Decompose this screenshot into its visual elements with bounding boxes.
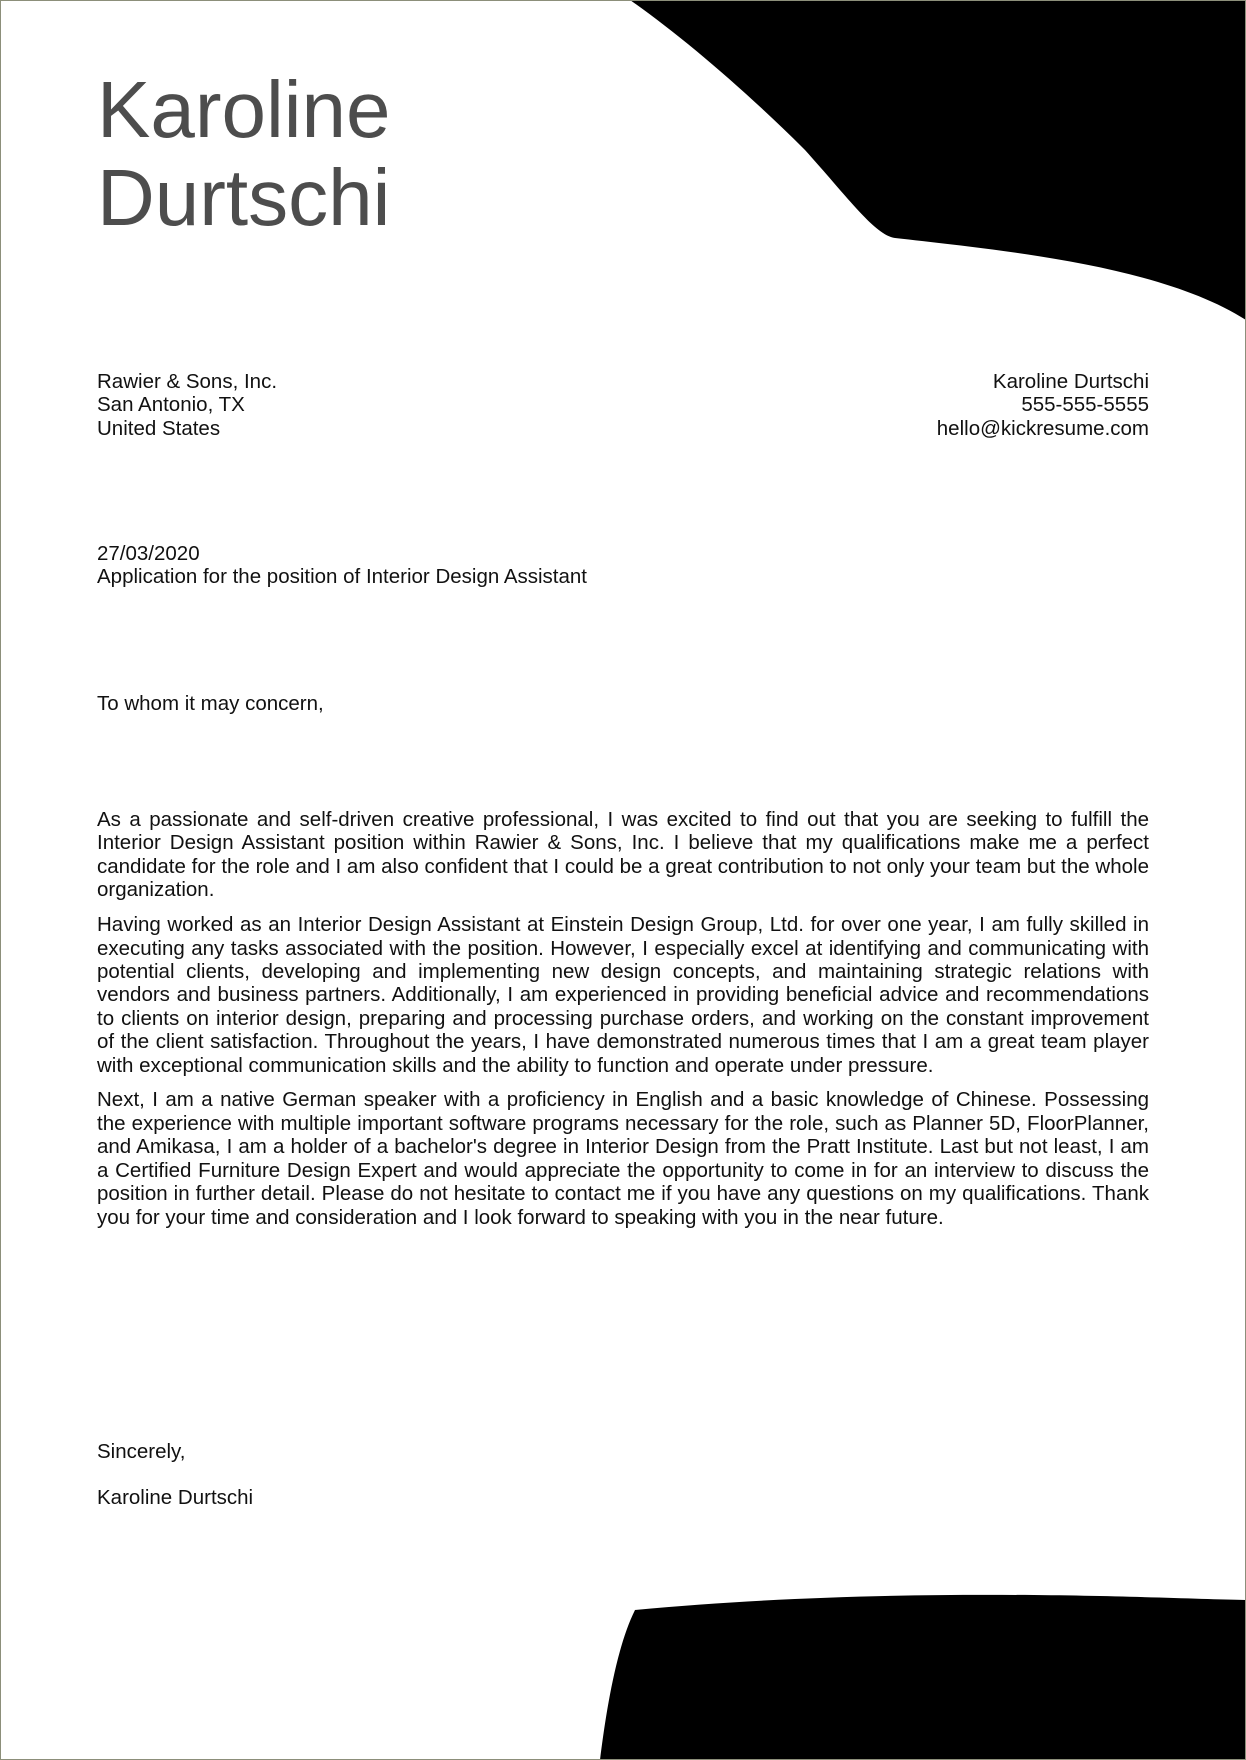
closing: Sincerely,: [97, 1440, 186, 1463]
letter-subject: Application for the position of Interior Design Assistant: [97, 565, 587, 589]
sender-contact: [749, 370, 1149, 440]
letter-date: 27/03/2020: [97, 542, 200, 565]
recipient-address: [97, 370, 497, 440]
letter-body: [97, 808, 1149, 1240]
sender-name: Karoline Durtschi: [992, 370, 1149, 393]
body-paragraph: As a passionate and self-driven creative professional, I was excited to find out that you are seeking to fulfill the Interior Design Assistant position within Rawier & Sons, Inc. I believe that my qualifications make me a perfect candidate for the role and I am also confident that I could be a great contribution to not only your team but the whole organization.: [97, 808, 1149, 902]
date-subject-block: [97, 542, 1149, 589]
applicant-name: [97, 66, 391, 242]
recipient-company: Rawier & Sons, Inc.: [97, 370, 278, 393]
sender-email: hello@kickresume.com: [936, 416, 1149, 440]
recipient-city: San Antonio, TX: [97, 393, 245, 417]
body-paragraph: Having worked as an Interior Design Assistant at Einstein Design Group, Ltd. for over one year, I am fully skilled in executing any tasks associated with the position. However, I especially excel at identifying and communicating with potential clients, developing and implementing new design concepts, and maintaining strategic relations with vendors and business partners. Additionally, I am experienced in providing beneficial advice and recommendations to clients on interior design, preparing and processing purchase orders, and working on the constant improvement of the client satisfaction. Throughout the years, I have demonstrated numerous times that I am a great team player with exceptional communication skills and the ability to function and operate under pressure.: [97, 913, 1149, 1077]
recipient-country: United States: [97, 416, 221, 440]
body-paragraph: Next, I am a native German speaker with a proficiency in English and a basic knowledge of Chinese. Possessing the experience with multiple important software programs necessary for the role, such as Planner 5D, FloorPlanner, and Amikasa, I am a holder of a bachelor's degree in Interior Design from the Pratt Institute. Last but not least, I am a Certified Furniture Design Expert and would appreciate the opportunity to come in for an interview to discuss the position in further detail. Please do not hesitate to contact me if you have any questions on my qualifications. Thank you for your time and consideration and I look forward to speaking with you in the near future.: [97, 1088, 1149, 1229]
sender-phone: 555-555-5555: [1021, 393, 1149, 417]
salutation: To whom it may concern,: [97, 692, 324, 715]
first-name: Karoline: [97, 65, 391, 154]
last-name: Durtschi: [97, 153, 391, 242]
signature-name: Karoline Durtschi: [97, 1486, 254, 1509]
